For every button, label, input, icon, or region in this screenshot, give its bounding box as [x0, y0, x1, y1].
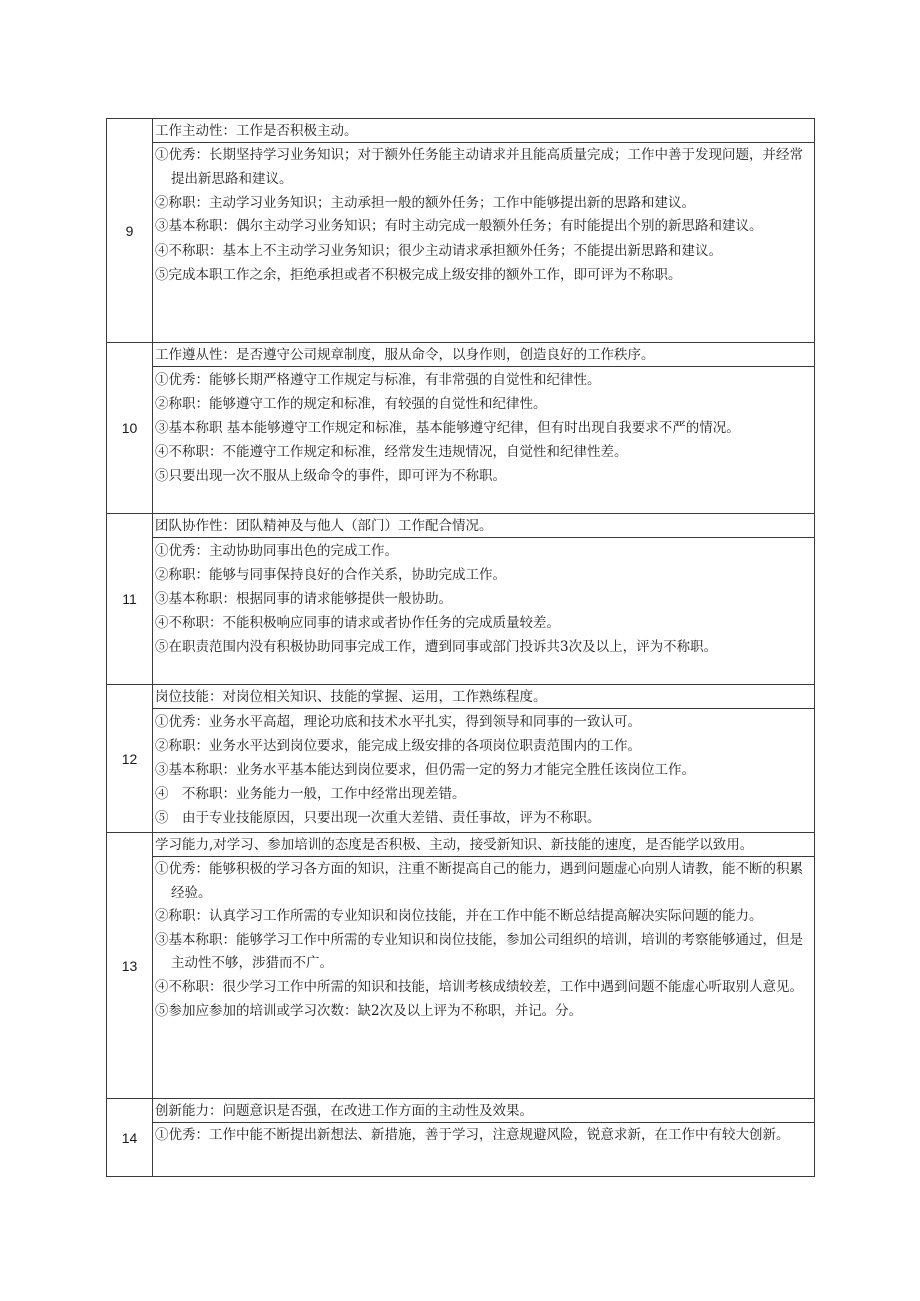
rating-level: ④ 不称职：业务能力一般，工作中经常出现差错。 [155, 786, 466, 802]
rating-level: ①优秀：长期坚持学习业务知识；对于额外任务能主动请求并且能高质量完成；工作中善于发现问题，并经常提出新思路和建议。 [155, 147, 803, 187]
criteria-cell [153, 514, 815, 685]
rating-level: ⑤完成本职工作之余，拒绝承担或者不积极完成上级安排的额外工作，即可评为不称职。 [155, 266, 682, 283]
table-row [107, 833, 815, 1099]
table-row [107, 1099, 815, 1177]
criteria-cell [153, 1099, 815, 1177]
rating-level: ⑤ 由于专业技能原因，只要出现一次重大差错、责任事故，评为不称职。 [155, 810, 601, 826]
criteria-heading: 工作遵从性：是否遵守公司规章制度，服从命令，以身作则，创造良好的工作秩序。 [153, 343, 814, 367]
rating-level: ①优秀：能够长期严格遵守工作规定与标准，有非常强的自觉性和纪律性。 [155, 372, 601, 388]
rating-level: ②称职：能够遵守工作的规定和标准，有较强的自觉性和纪律性。 [155, 396, 547, 412]
table-row [107, 343, 815, 514]
rating-level: ①优秀：主动协助同事出色的完成工作。 [155, 543, 398, 559]
criteria-cell [153, 685, 815, 833]
criteria-cell [153, 343, 815, 514]
rating-level: ④不称职：不能遵守工作规定和标准，经常发生违规情况，自觉性和纪律性差。 [155, 444, 628, 460]
rating-levels [153, 367, 814, 488]
item-number: 13 [107, 833, 153, 1099]
rating-levels [153, 143, 814, 287]
item-number: 12 [107, 685, 153, 833]
evaluation-criteria-table [106, 118, 815, 1177]
rating-levels [153, 709, 814, 830]
rating-level: ⑤只要出现一次不服从上级命令的事件，即可评为不称职。 [155, 468, 506, 484]
table-row [107, 119, 815, 343]
rating-level: ②称职：业务水平达到岗位要求，能完成上级安排的各项岗位职责范围内的工作。 [155, 738, 641, 754]
rating-levels [153, 1123, 814, 1148]
rating-level: ①优秀：工作中能不断提出新想法、新措施，善于学习，注意规避风险，锐意求新，在工作中有较大创新。 [155, 1127, 790, 1143]
criteria-heading: 创新能力：问题意识是否强，在改进工作方面的主动性及效果。 [153, 1099, 814, 1123]
criteria-heading: 岗位技能：对岗位相关知识、技能的掌握、运用，工作熟练程度。 [153, 685, 814, 709]
rating-level: ⑤在职责范围内没有积极协助同事完成工作，遭到同事或部门投诉共3次及以上，评为不称职。 [155, 639, 718, 655]
rating-levels [153, 538, 814, 659]
rating-level: ②称职：认真学习工作所需的专业知识和岗位技能，并在工作中能不断总结提高解决实际问题的能力。 [155, 908, 763, 924]
table-row [107, 685, 815, 833]
rating-level: ②称职：主动学习业务知识；主动承担一般的额外任务；工作中能够提出新的思路和建议。 [155, 195, 695, 211]
item-number: 11 [107, 514, 153, 685]
criteria-heading: 学习能力,对学习、参加培训的态度是否积极、主动，接受新知识、新技能的速度，是否能学以致用。 [153, 833, 814, 857]
rating-level: ③基本称职：偶尔主动学习业务知识；有时主动完成一般额外任务；有时能提出个别的新思路和建议。 [155, 218, 763, 234]
criteria-cell [153, 833, 815, 1099]
rating-level: ③基本称职：业务水平基本能达到岗位要求，但仍需一定的努力才能完全胜任该岗位工作。 [155, 762, 695, 778]
rating-levels [153, 857, 814, 1023]
rating-level: ⑤参加应参加的培训或学习次数：缺2次及以上评为不称职，并记。分。 [155, 1003, 583, 1019]
rating-level: ④不称职：基本上不主动学习业务知识；很少主动请求承担额外任务；不能提出新思路和建议。 [155, 242, 722, 259]
rating-level: ②称职：能够与同事保持良好的合作关系，协助完成工作。 [155, 567, 506, 583]
rating-level: ③基本称职：能够学习工作中所需的专业知识和岗位技能，参加公司组织的培训，培训的考察能够通过，但是主动性不够，涉猎而不广。 [155, 931, 803, 971]
criteria-heading: 团队协作性：团队精神及与他人（部门）工作配合情况。 [153, 514, 814, 538]
criteria-heading: 工作主动性：工作是否积极主动。 [153, 119, 814, 143]
table-row [107, 514, 815, 685]
rating-level: ④不称职：很少学习工作中所需的知识和技能，培训考核成绩较差，工作中遇到问题不能虚心听取别人意见。 [155, 978, 803, 995]
rating-level: ③基本称职：根据同事的请求能够提供一般协助。 [155, 591, 452, 607]
item-number: 14 [107, 1099, 153, 1177]
criteria-cell [153, 119, 815, 343]
item-number: 10 [107, 343, 153, 514]
rating-level: ③基本称职 基本能够遵守工作规定和标准，基本能够遵守纪律，但有时出现自我要求不严的情况。 [155, 420, 740, 436]
rating-level: ①优秀：能够积极的学习各方面的知识，注重不断提高自己的能力，遇到问题虚心向别人请教，能不断的积累经验。 [155, 861, 803, 901]
item-number: 9 [107, 119, 153, 343]
rating-level: ④不称职：不能积极响应同事的请求或者协作任务的完成质量较差。 [155, 615, 560, 631]
rating-level: ①优秀：业务水平高超，理论功底和技术水平扎实，得到领导和同事的一致认可。 [155, 714, 641, 730]
